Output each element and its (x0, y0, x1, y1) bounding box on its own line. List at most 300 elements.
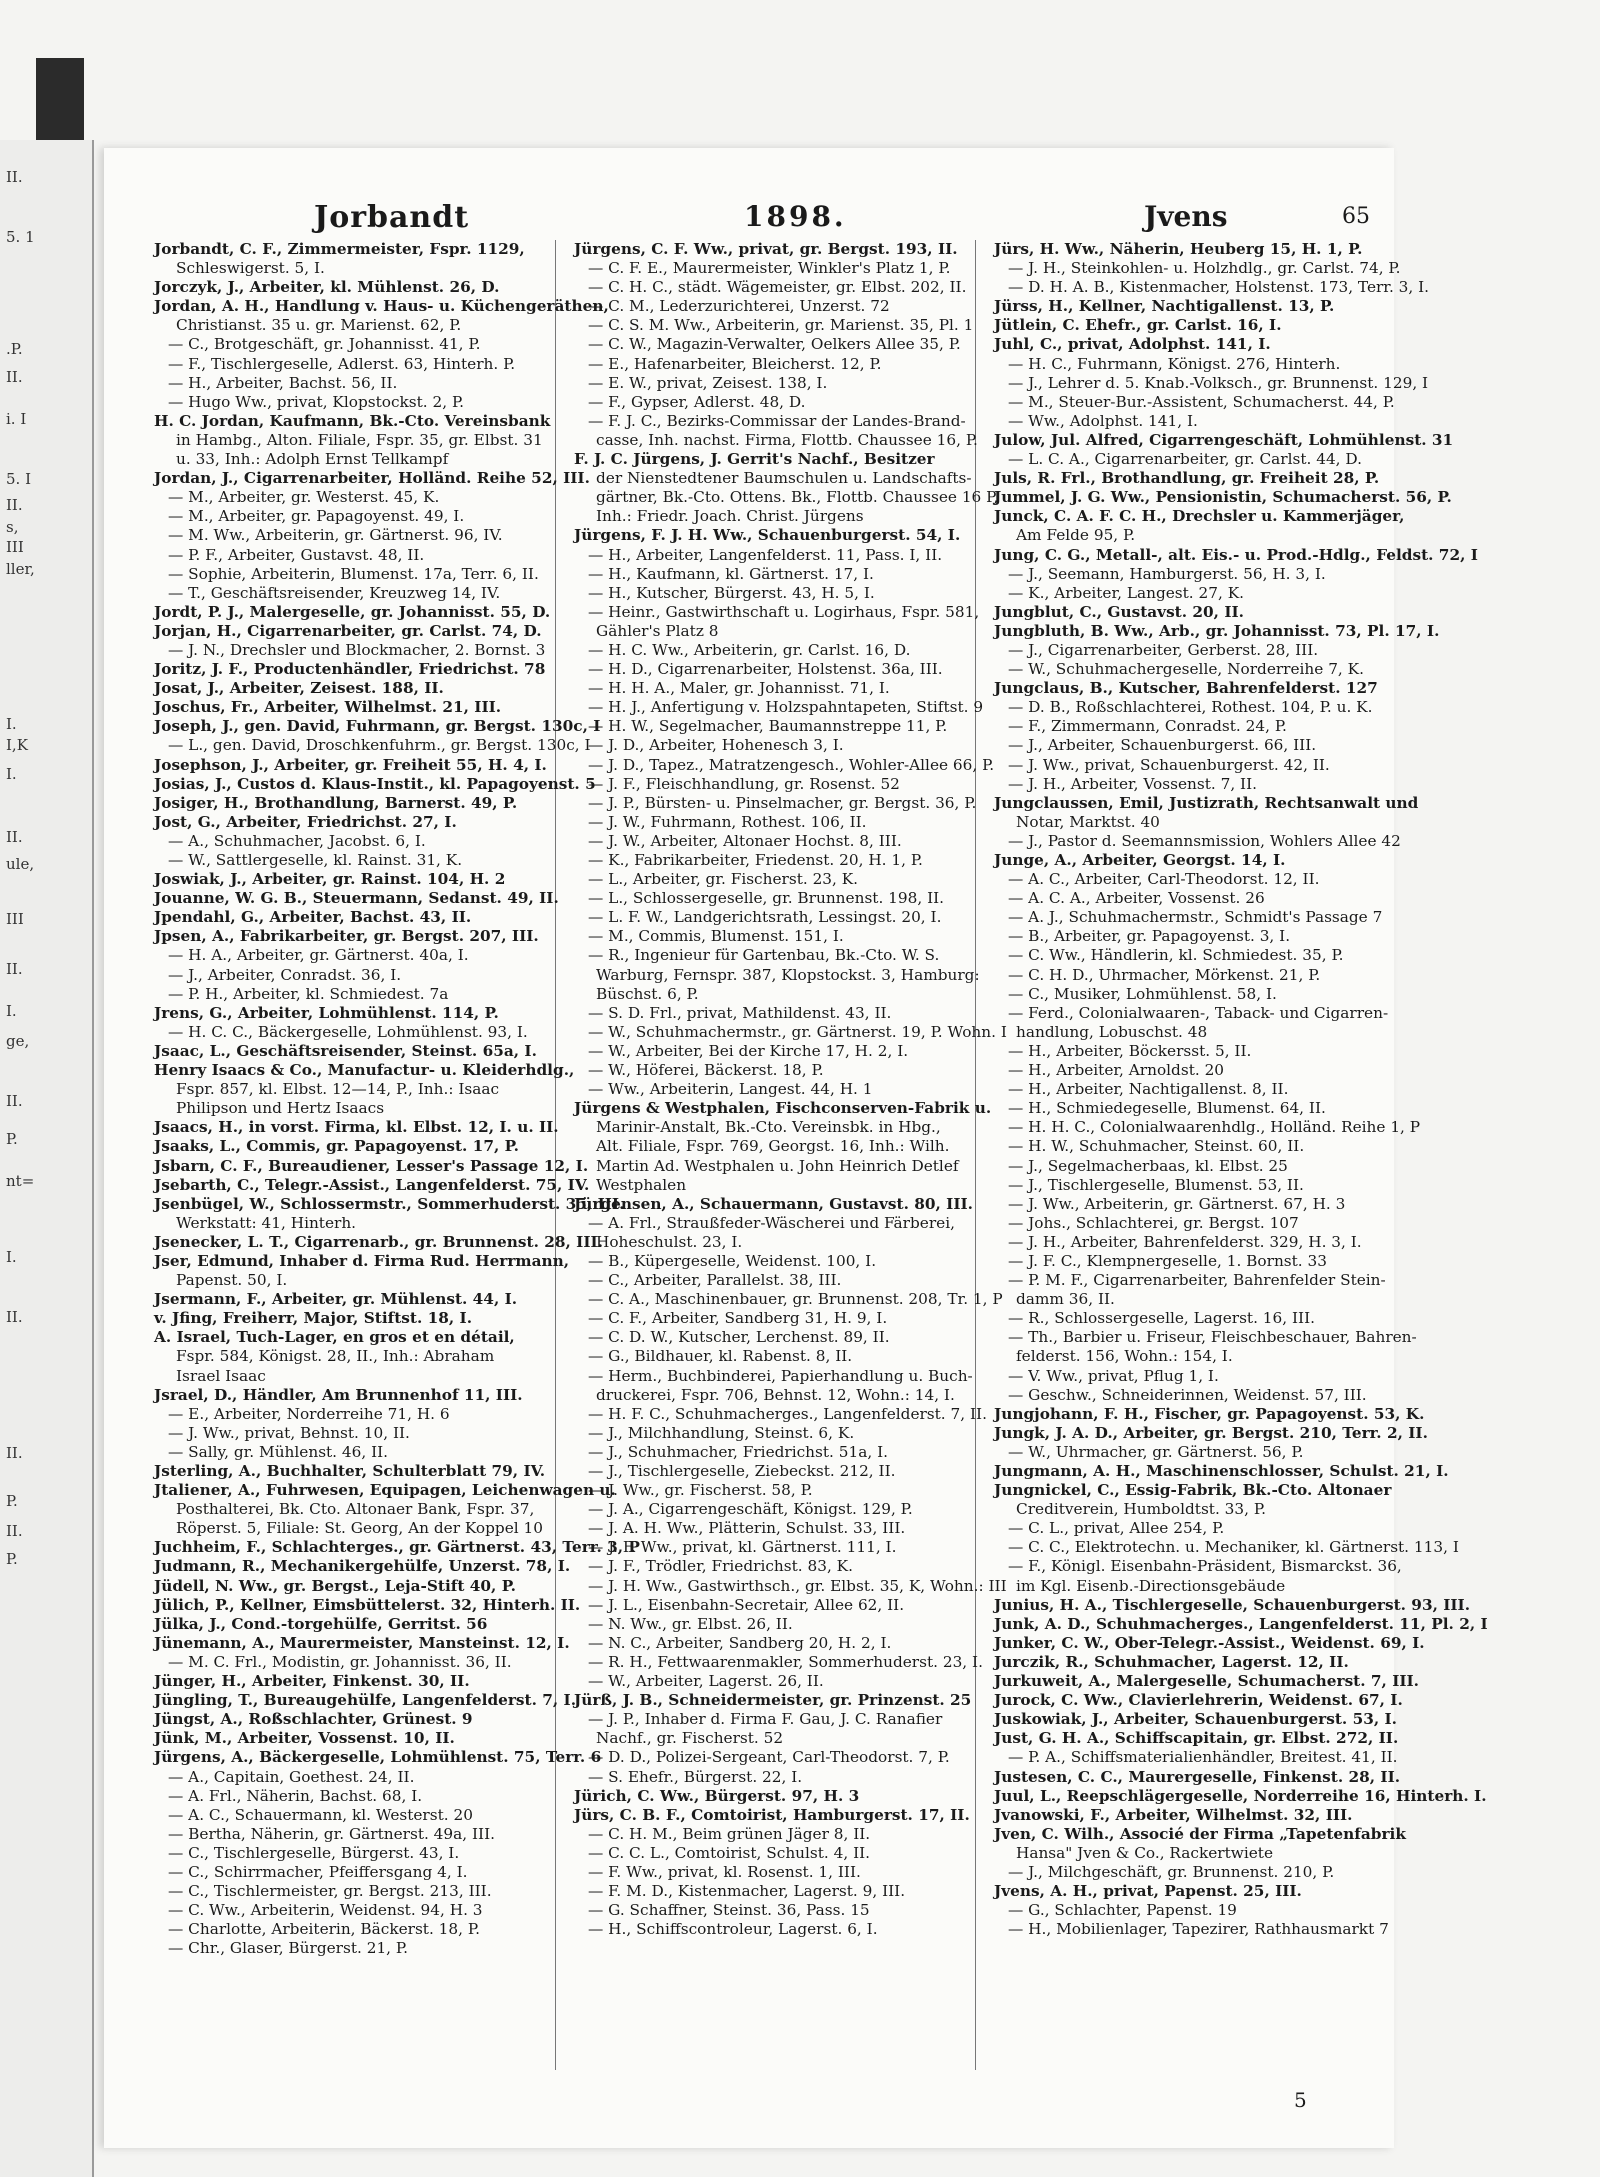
directory-entry: — P. H., Arbeiter, kl. Schmiedest. 7a (168, 984, 449, 1003)
directory-entry: — J. H. Ww., Gastwirthsch., gr. Elbst. 35, K, Wohn.: III (588, 1576, 1007, 1595)
directory-entry: der Nienstedtener Baumschulen u. Landschafts- (596, 469, 972, 488)
directory-entry: — M. C. Frl., Modistin, gr. Johannisst. 36, II. (168, 1652, 512, 1671)
directory-entry: — J. A., Cigarrengeschäft, Königst. 129, P. (588, 1500, 913, 1519)
directory-entry: — W., Höferei, Bäckerst. 18, P. (588, 1061, 824, 1080)
directory-entry: — V. Ww., privat, Pflug 1, I. (1008, 1366, 1219, 1385)
directory-entry: Jummel, J. G. Ww., Pensionistin, Schumacherst. 56, P. (994, 488, 1452, 507)
directory-entry: — E., Hafenarbeiter, Bleicherst. 12, P. (588, 354, 882, 373)
directory-entry: Judmann, R., Mechanikergehülfe, Unzerst. 78, I. (154, 1557, 571, 1576)
directory-entry: — C. F. E., Maurermeister, Winkler's Platz 1, P. (588, 259, 951, 278)
directory-entry: Juls, R. Frl., Brothandlung, gr. Freiheit 28, P. (994, 469, 1380, 488)
directory-entry: — J. F. C., Klempnergeselle, 1. Bornst. 33 (1008, 1251, 1327, 1270)
directory-entry: Junge, A., Arbeiter, Georgst. 14, I. (994, 851, 1286, 869)
facing-page-fragment: III (6, 910, 24, 928)
directory-entry: Jsbarn, C. F., Bureaudiener, Lesser's Passage 12, I. (154, 1156, 589, 1175)
directory-entry: Josephson, J., Arbeiter, gr. Freiheit 55, H. 4, I. (154, 755, 547, 774)
directory-entry: — H., Arbeiter, Nachtigallenst. 8, II. (1008, 1080, 1289, 1099)
facing-page-fragment: III (6, 538, 24, 556)
directory-entry: — W., Uhrmacher, gr. Gärtnerst. 56, P. (1008, 1442, 1304, 1461)
column-2 (574, 240, 1007, 2070)
directory-entry: Jorczyk, J., Arbeiter, kl. Mühlenst. 26, D. (154, 278, 500, 297)
directory-entry: — Geschw., Schneiderinnen, Weidenst. 57, III. (1008, 1385, 1367, 1404)
directory-entry: Christianst. 35 u. gr. Marienst. 62, P. (176, 316, 462, 335)
directory-entry: — H., Arbeiter, Böckersst. 5, II. (1008, 1041, 1252, 1060)
directory-entry: Westphalen (596, 1175, 687, 1194)
directory-entry: Jven, C. Wilh., Associé der Firma „Tapetenfabrik (994, 1824, 1406, 1843)
directory-entry: — J. Ww., Arbeiterin, gr. Gärtnerst. 67, H. 3 (1008, 1194, 1346, 1213)
directory-entry: — J. F., Fleischhandlung, gr. Rosenst. 52 (588, 774, 900, 793)
directory-entry: — H. H. A., Maler, gr. Johannisst. 71, I. (588, 679, 890, 698)
directory-entry: — F., Zimmermann, Conradst. 24, P. (1008, 717, 1287, 736)
directory-entry: — K., Arbeiter, Langest. 27, K. (1008, 583, 1245, 602)
directory-entry: Juul, L., Reepschlägergeselle, Norderreihe 16, Hinterh. I. (994, 1786, 1487, 1805)
directory-entry: Juhl, C., privat, Adolphst. 141, I. (994, 335, 1271, 354)
directory-entry: — J., Tischlergeselle, Blumenst. 53, II. (1008, 1175, 1304, 1194)
directory-entry: Jürgens, C. F. Ww., privat, gr. Bergst. 193, II. (574, 240, 958, 258)
directory-entry: — H., Arbeiter, Bachst. 56, II. (168, 373, 398, 392)
directory-entry: Jsenbügel, W., Schlossermstr., Sommerhuderst. 35, III. (154, 1194, 625, 1213)
directory-entry: Jpsen, A., Fabrikarbeiter, gr. Bergst. 207, III. (154, 927, 539, 946)
directory-entry: — C. L., privat, Allee 254, P. (1008, 1519, 1225, 1538)
directory-entry: — C. A., Maschinenbauer, gr. Brunnenst. 208, Tr. 1, P (588, 1290, 1003, 1309)
directory-entry: — J. W., Fuhrmann, Rothest. 106, II. (588, 812, 867, 831)
column-3 (994, 240, 1488, 1939)
header-right-catchword: Jvens (1144, 200, 1228, 233)
directory-entry: Jvens, A. H., privat, Papenst. 25, III. (994, 1882, 1302, 1901)
directory-entry: — J. Ww., gr. Fischerst. 58, P. (588, 1481, 813, 1500)
directory-entry: Joseph, J., gen. David, Fuhrmann, gr. Bergst. 130c, I (154, 717, 601, 736)
directory-entry: Werkstatt: 41, Hinterh. (176, 1213, 357, 1232)
directory-entry: Jüdell, N. Ww., gr. Bergst., Leja-Stift 40, P. (154, 1576, 516, 1595)
directory-entry: Jungnickel, C., Essig-Fabrik, Bk.-Cto. Altonaer (994, 1481, 1392, 1500)
directory-entry: — B., Arbeiter, gr. Papagoyenst. 3, I. (1008, 927, 1291, 946)
directory-entry: Jürs, H. Ww., Näherin, Heuberg 15, H. 1, P. (994, 240, 1363, 258)
facing-page-fragment: I. (6, 765, 17, 783)
directory-entry: — H. H. C., Colonialwaarenhdlg., Holländ. Reihe 1, P (1008, 1118, 1421, 1137)
directory-entry: Posthalterei, Bk. Cto. Altonaer Bank, Fspr. 37, (176, 1500, 535, 1519)
facing-page-fragment: II. (6, 1308, 23, 1326)
directory-entry: — C., Schirrmacher, Pfeiffersgang 4, I. (168, 1862, 468, 1881)
directory-entry: — D. H. A. B., Kistenmacher, Holstenst. 173, Terr. 3, I. (1008, 278, 1430, 297)
directory-entry: Just, G. H. A., Schiffscapitain, gr. Elbst. 272, II. (994, 1729, 1399, 1748)
directory-entry: — C., Tischlergeselle, Bürgerst. 43, I. (168, 1843, 460, 1862)
directory-entry: Jünk, M., Arbeiter, Vossenst. 10, II. (154, 1729, 455, 1748)
directory-entry: — J., Pastor d. Seemannsmission, Wohlers Allee 42 (1008, 831, 1401, 850)
left-page-edge (0, 140, 94, 2177)
directory-entry: Jungbluth, B. Ww., Arb., gr. Johannisst. 73, Pl. 17, I. (994, 621, 1440, 640)
directory-entry: — N. Ww., gr. Elbst. 26, II. (588, 1614, 793, 1633)
directory-entry: Jsaacs, H., in vorst. Firma, kl. Elbst. 12, I. u. II. (154, 1118, 559, 1137)
directory-entry: Jütlein, C. Ehefr., gr. Carlst. 16, I. (994, 316, 1282, 335)
directory-entry: Schleswigerst. 5, I. (176, 259, 325, 278)
directory-entry: Jurock, C. Ww., Clavierlehrerin, Weidenst. 67, I. (994, 1691, 1403, 1710)
directory-entry: — M., Steuer-Bur.-Assistent, Schumacherst. 44, P. (1008, 392, 1395, 411)
directory-entry: Jülka, J., Cond.-torgehülfe, Gerritst. 56 (154, 1614, 488, 1633)
directory-entry: Hoheschulst. 23, I. (596, 1232, 743, 1251)
directory-entry: — H. F. C., Schuhmacherges., Langenfelderst. 7, II. (588, 1404, 987, 1423)
directory-entry: — J. P., Inhaber d. Firma F. Gau, J. C. Ranafier (588, 1710, 943, 1729)
directory-entry: Röperst. 5, Filiale: St. Georg, An der Koppel 10 (176, 1519, 543, 1538)
directory-entry: — C., Arbeiter, Parallelst. 38, III. (588, 1271, 842, 1290)
directory-entry: Junker, C. W., Ober-Telegr.-Assist., Weidenst. 69, I. (994, 1633, 1425, 1652)
directory-entry: — S. Ehefr., Bürgerst. 22, I. (588, 1767, 803, 1786)
directory-entry: Jürgens, F. J. H. Ww., Schauenburgerst. 54, I. (574, 526, 961, 545)
directory-entry: Jser, Edmund, Inhaber d. Firma Rud. Herrmann, (154, 1251, 570, 1270)
directory-entry: — H. W., Schuhmacher, Steinst. 60, II. (1008, 1137, 1305, 1156)
directory-entry: handlung, Lobuschst. 48 (1016, 1022, 1208, 1041)
directory-entry: — M., Arbeiter, gr. Westerst. 45, K. (168, 488, 440, 507)
directory-entry: — A. C., Arbeiter, Carl-Theodorst. 12, II. (1008, 870, 1320, 889)
directory-entry: — F., Königl. Eisenbahn-Präsident, Bismarckst. 36, (1008, 1557, 1402, 1576)
directory-entry: Creditverein, Humboldtst. 33, P. (1016, 1500, 1266, 1519)
directory-entry: — Johs., Schlachterei, gr. Bergst. 107 (1008, 1213, 1299, 1232)
header-left-catchword: Jorbandt (314, 200, 470, 235)
directory-entry: — J., Segelmacherbaas, kl. Elbst. 25 (1008, 1156, 1288, 1175)
directory-entry: — A. J., Schuhmachermstr., Schmidt's Passage 7 (1008, 908, 1383, 927)
directory-entry: Juskowiak, J., Arbeiter, Schauenburgerst. 53, I. (994, 1710, 1397, 1729)
directory-entry: — J., Seemann, Hamburgerst. 56, H. 3, I. (1008, 564, 1326, 583)
directory-entry: — H. C. Ww., Arbeiterin, gr. Carlst. 16, D. (588, 640, 911, 659)
directory-entry: — R. H., Fettwaarenmakler, Sommerhuderst. 23, I. (588, 1652, 983, 1671)
directory-entry: — C. M., Lederzurichterei, Unzerst. 72 (588, 297, 890, 316)
directory-entry: — E. W., privat, Zeisest. 138, I. (588, 373, 828, 392)
directory-entry: — C. W., Magazin-Verwalter, Oelkers Allee 35, P. (588, 335, 961, 354)
directory-entry: — J. D., Arbeiter, Hohenesch 3, I. (588, 736, 844, 755)
directory-entry: A. Israel, Tuch-Lager, en gros et en détail, (154, 1328, 515, 1347)
directory-entry: Warburg, Fernspr. 387, Klopstockst. 3, Hamburg: (596, 965, 980, 984)
directory-entry: Jünger, H., Arbeiter, Finkenst. 30, II. (154, 1672, 470, 1691)
directory-entry: Jsermann, F., Arbeiter, gr. Mühlenst. 44, I. (154, 1290, 518, 1309)
directory-entry: — C. F., Arbeiter, Sandberg 31, H. 9, I. (588, 1309, 888, 1328)
directory-entry: — H., Schiffscontroleur, Lagerst. 6, I. (588, 1920, 878, 1939)
facing-page-fragment: P. (6, 1130, 18, 1148)
directory-entry: Jorbandt, C. F., Zimmermeister, Fspr. 1129, (154, 240, 525, 258)
directory-entry: Jtaliener, A., Fuhrwesen, Equipagen, Leichenwagen u. (154, 1481, 616, 1500)
directory-entry: — J., Milchgeschäft, gr. Brunnenst. 210, P. (1008, 1862, 1335, 1881)
directory-entry: — Th., Barbier u. Friseur, Fleischbeschauer, Bahren- (1008, 1328, 1417, 1347)
facing-page-fragment: II. (6, 1444, 23, 1462)
directory-entry: — C. H. D., Uhrmacher, Mörkenst. 21, P. (1008, 965, 1321, 984)
directory-entry: Fspr. 857, kl. Elbst. 12—14, P., Inh.: Isaac (176, 1080, 500, 1099)
directory-entry: — G. Schaffner, Steinst. 36, Pass. 15 (588, 1901, 870, 1920)
directory-entry: — W., Schuhmachergeselle, Norderreihe 7, K. (1008, 660, 1364, 679)
signature-mark: 5 (1294, 2088, 1307, 2112)
directory-entry: Notar, Marktst. 40 (1016, 812, 1160, 831)
directory-entry: — H. D., Cigarrenarbeiter, Holstenst. 36a, III. (588, 660, 943, 679)
directory-entry: — J., Lehrer d. 5. Knab.-Volksch., gr. Brunnenst. 129, I (1008, 373, 1429, 392)
directory-entry: — J., Arbeiter, Schauenburgerst. 66, III. (1008, 736, 1317, 755)
directory-entry: Martin Ad. Westphalen u. John Heinrich Detlef (596, 1156, 959, 1175)
directory-entry: felderst. 156, Wohn.: 154, I. (1016, 1347, 1233, 1366)
directory-entry: u. 33, Inh.: Adolph Ernst Tellkampf (176, 450, 449, 469)
directory-entry: — C. H. M., Beim grünen Jäger 8, II. (588, 1824, 871, 1843)
directory-entry: Junk, A. D., Schuhmacherges., Langenfelderst. 11, Pl. 2, I (994, 1614, 1488, 1633)
directory-entry: Jürgens & Westphalen, Fischconserven-Fabrik u. (574, 1099, 992, 1118)
facing-page-fragment: ule, (6, 855, 35, 873)
directory-entry: Jünemann, A., Maurermeister, Mansteinst. 12, I. (154, 1633, 570, 1652)
directory-entry: Gähler's Platz 8 (596, 621, 719, 640)
column-1 (154, 240, 640, 2070)
directory-entry: — J. N., Drechsler und Blockmacher, 2. Bornst. 3 (168, 640, 546, 659)
directory-entry: — J. A. H. Ww., Plätterin, Schulst. 33, III. (588, 1519, 906, 1538)
directory-entry: — C. C. L., Comtoirist, Schulst. 4, II. (588, 1843, 871, 1862)
directory-entry: — J., Arbeiter, Conradst. 36, I. (168, 965, 402, 984)
header-year: 1898. (744, 200, 847, 233)
directory-entry: Jvanowski, F., Arbeiter, Wilhelmst. 32, III. (994, 1805, 1353, 1824)
directory-entry: — S. D. Frl., privat, Mathildenst. 43, II. (588, 1003, 892, 1022)
directory-entry: Alt. Filiale, Fspr. 769, Georgst. 16, Inh.: Wilh. (596, 1137, 950, 1156)
directory-entry: — A. C. A., Arbeiter, Vossenst. 26 (1008, 889, 1265, 908)
directory-entry: Jürs, C. B. F., Comtoirist, Hamburgerst. 17, II. (574, 1805, 970, 1824)
directory-entry: Joritz, J. F., Productenhändler, Friedrichst. 78 (154, 660, 546, 679)
directory-entry: Jungclaussen, Emil, Justizrath, Rechtsanwalt und (994, 793, 1419, 812)
facing-page-fragment: P. (6, 1550, 18, 1568)
facing-page-fragment: 5. I (6, 470, 32, 488)
directory-entry: — F., Tischlergeselle, Adlerst. 63, Hinterh. P. (168, 354, 516, 373)
directory-entry: Justesen, C. C., Maurergeselle, Finkenst. 28, II. (994, 1767, 1401, 1786)
directory-entry: Marinir-Anstalt, Bk.-Cto. Vereinsbk. in Hbg., (596, 1118, 941, 1137)
directory-entry: — J. L., Eisenbahn-Secretair, Allee 62, II. (588, 1595, 905, 1614)
directory-entry: — H. C., Fuhrmann, Königst. 276, Hinterh. (1008, 354, 1341, 373)
directory-entry: — L., Schlossergeselle, gr. Brunnenst. 198, II. (588, 889, 945, 908)
directory-entry: Josias, J., Custos d. Klaus-Instit., kl. Papagoyenst. 5 (154, 774, 596, 793)
directory-entry: — W., Arbeiter, Bei der Kirche 17, H. 2, I. (588, 1041, 909, 1060)
directory-entry: — A., Capitain, Goethest. 24, II. (168, 1767, 415, 1786)
facing-page-fragment: II. (6, 1092, 23, 1110)
directory-entry: — Ww., Adolphst. 141, I. (1008, 411, 1198, 430)
directory-entry: — H., Schmiedegeselle, Blumenst. 64, II. (1008, 1099, 1326, 1118)
directory-entry: — Sally, gr. Mühlenst. 46, II. (168, 1442, 389, 1461)
directory-entry: — F. Ww., privat, kl. Rosenst. 1, III. (588, 1862, 861, 1881)
directory-entry: — J., Cigarrenarbeiter, Gerberst. 28, III. (1008, 640, 1319, 659)
facing-page-fragment: II. (6, 496, 23, 514)
directory-entry: Jungk, J. A. D., Arbeiter, gr. Bergst. 210, Terr. 2, II. (994, 1423, 1428, 1442)
directory-entry: — J. P., Bürsten- u. Pinselmacher, gr. Bergst. 36, P. (588, 793, 977, 812)
directory-entry: Joschus, Fr., Arbeiter, Wilhelmst. 21, III. (154, 698, 502, 717)
directory-entry: — B., Küpergeselle, Weidenst. 100, I. (588, 1251, 877, 1270)
directory-entry: — J. F., Trödler, Friedrichst. 83, K. (588, 1557, 853, 1576)
directory-entry: — N. C., Arbeiter, Sandberg 20, H. 2, I. (588, 1633, 892, 1652)
directory-entry: — H., Arbeiter, Arnoldst. 20 (1008, 1061, 1225, 1080)
directory-entry: Junck, C. A. F. C. H., Drechsler u. Kammerjäger, (994, 507, 1405, 526)
directory-entry: Joswiak, J., Arbeiter, gr. Rainst. 104, H. 2 (154, 870, 506, 889)
directory-entry: — J. Ww., privat, Behnst. 10, II. (168, 1423, 410, 1442)
directory-entry: — F. M. D., Kistenmacher, Lagerst. 9, III. (588, 1882, 906, 1901)
directory-entry: — J., Milchhandlung, Steinst. 6, K. (588, 1423, 855, 1442)
directory-entry: — Ferd., Colonialwaaren-, Taback- und Cigarren- (1008, 1003, 1389, 1022)
page-number: 65 (1342, 204, 1370, 229)
directory-entry: — E., Arbeiter, Norderreihe 71, H. 6 (168, 1404, 450, 1423)
directory-entry: — A. Frl., Näherin, Bachst. 68, I. (168, 1786, 423, 1805)
directory-entry: — L. C. A., Cigarrenarbeiter, gr. Carlst. 44, D. (1008, 450, 1362, 469)
facing-page-fragment: i. I (6, 410, 27, 428)
directory-entry: — A. C., Schauermann, kl. Westerst. 20 (168, 1805, 473, 1824)
directory-entry: — L., Arbeiter, gr. Fischerst. 23, K. (588, 870, 859, 889)
directory-entry: Jungblut, C., Gustavst. 20, II. (994, 602, 1244, 621)
directory-entry: — P. M. F., Cigarrenarbeiter, Bahrenfelder Stein- (1008, 1271, 1386, 1290)
facing-page-fragment: .P. (6, 340, 23, 358)
facing-page-fragment: ller, (6, 560, 35, 578)
directory-entry: — P. F., Arbeiter, Gustavst. 48, II. (168, 545, 425, 564)
directory-entry: v. Jfing, Freiherr, Major, Stiftst. 18, I. (154, 1309, 473, 1328)
directory-entry: — R., Ingenieur für Gartenbau, Bk.-Cto. W. S. (588, 946, 940, 965)
directory-entry: Jürgensen, A., Schauermann, Gustavst. 80, III. (574, 1194, 973, 1213)
directory-entry: Jüngst, A., Roßschlachter, Grünest. 9 (154, 1710, 473, 1729)
directory-entry: — Ww., Arbeiterin, Langest. 44, H. 1 (588, 1080, 873, 1099)
directory-entry: — A., Schuhmacher, Jacobst. 6, I. (168, 831, 426, 850)
directory-page (104, 148, 1488, 2148)
directory-entry: Jungmann, A. H., Maschinenschlosser, Schulst. 21, I. (994, 1462, 1449, 1480)
directory-entry: — H. J., Anfertigung v. Holzspahntapeten, Stiftst. 9 (588, 698, 984, 717)
facing-page-fragment: nt= (6, 1172, 35, 1190)
directory-entry: — J. H., Arbeiter, Bahrenfelderst. 329, H. 3, I. (1008, 1232, 1362, 1251)
facing-page-fragment: II. (6, 368, 23, 386)
directory-entry: — P. A., Schiffsmaterialienhändler, Breitest. 41, II. (1008, 1748, 1398, 1767)
directory-entry: Jordan, A. H., Handlung v. Haus- u. Küchengeräthen, (154, 297, 609, 316)
directory-entry: Josiger, H., Brothandlung, Barnerst. 49, P. (154, 793, 518, 812)
directory-entry: Henry Isaacs & Co., Manufactur- u. Kleiderhdlg., (154, 1061, 575, 1080)
directory-entry: — C. S. M. Ww., Arbeiterin, gr. Marienst. 35, Pl. 1 (588, 316, 974, 335)
directory-entry: Büschst. 6, P. (596, 984, 699, 1003)
directory-entry: Jülich, P., Kellner, Eimsbüttelerst. 32, Hinterh. II. (154, 1595, 581, 1614)
directory-entry: Hansa" Jven & Co., Rackertwiete (1016, 1843, 1274, 1862)
directory-entry: — J. W., Arbeiter, Altonaer Hochst. 8, III. (588, 831, 902, 850)
directory-entry: Juchheim, F., Schlachterges., gr. Gärtnerst. 43, Terr. 3, P (154, 1538, 640, 1557)
directory-entry: Inh.: Friedr. Joach. Christ. Jürgens (596, 507, 864, 526)
directory-entry: — Sophie, Arbeiterin, Blumenst. 17a, Terr. 6, II. (168, 564, 539, 583)
directory-entry: in Hambg., Alton. Filiale, Fspr. 35, gr. Elbst. 31 (176, 430, 543, 449)
directory-entry: — Chr., Glaser, Bürgerst. 21, P. (168, 1939, 408, 1958)
directory-entry: — J., Tischlergeselle, Ziebeckst. 212, II. (588, 1462, 896, 1480)
directory-entry: — C., Musiker, Lohmühlenst. 58, I. (1008, 984, 1277, 1003)
directory-entry: — C. D. W., Kutscher, Lerchenst. 89, II. (588, 1328, 890, 1347)
directory-entry: — H. A., Arbeiter, gr. Gärtnerst. 40a, I. (168, 946, 469, 965)
directory-entry: Jorjan, H., Cigarrenarbeiter, gr. Carlst. 74, D. (154, 621, 542, 640)
directory-entry: — C. C., Elektrotechn. u. Mechaniker, kl. Gärtnerst. 113, I (1008, 1538, 1459, 1557)
directory-entry: Jsebarth, C., Telegr.-Assist., Langenfelderst. 75, IV. (154, 1175, 590, 1194)
directory-entry: — Bertha, Näherin, gr. Gärtnerst. 49a, III. (168, 1824, 495, 1843)
directory-entry: — Heinr., Gastwirthschaft u. Logirhaus, Fspr. 581, (588, 602, 980, 621)
directory-entry: Jost, G., Arbeiter, Friedrichst. 27, I. (154, 812, 457, 831)
directory-entry: — T., Geschäftsreisender, Kreuzweg 14, IV. (168, 583, 501, 602)
directory-entry: — L., gen. David, Droschkenfuhrm., gr. Bergst. 130c, I (168, 736, 591, 755)
directory-entry: Nachf., gr. Fischerst. 52 (596, 1729, 784, 1748)
directory-entry: F. J. C. Jürgens, J. Gerrit's Nachf., Besitzer (574, 450, 935, 469)
facing-page-fragment: I. (6, 1248, 17, 1266)
facing-page-fragment: II. (6, 960, 23, 978)
directory-entry: Jpendahl, G., Arbeiter, Bachst. 43, II. (154, 908, 472, 927)
directory-entry: — H., Mobilienlager, Tapezirer, Rathhausmarkt 7 (1008, 1920, 1389, 1939)
directory-entry: — D. B., Roßschlachterei, Rothest. 104, P. u. K. (1008, 698, 1373, 717)
directory-entry: — J. H., Arbeiter, Vossenst. 7, II. (1008, 774, 1257, 793)
directory-entry: — J. D., Tapez., Matratzengesch., Wohler-Allee 66, P. (588, 755, 995, 774)
directory-entry: — G., Bildhauer, kl. Rabenst. 8, II. (588, 1347, 853, 1366)
facing-page-fragment: II. (6, 168, 23, 186)
directory-entry: — J. Ww., privat, Schauenburgerst. 42, II. (1008, 755, 1330, 774)
facing-page-fragment: I,K (6, 736, 28, 754)
directory-entry: Jsaac, L., Geschäftsreisender, Steinst. 65a, I. (154, 1041, 537, 1060)
directory-entry: — Charlotte, Arbeiterin, Bäckerst. 18, P. (168, 1920, 480, 1939)
directory-entry: Junius, H. A., Tischlergeselle, Schauenburgerst. 93, III. (994, 1595, 1471, 1614)
directory-entry: Jung, C. G., Metall-, alt. Eis.- u. Prod.-Hdlg., Feldst. 72, I (994, 545, 1478, 564)
directory-entry: — C. Ww., Arbeiterin, Weidenst. 94, H. 3 (168, 1901, 483, 1920)
directory-entry: Jrens, G., Arbeiter, Lohmühlenst. 114, P. (154, 1003, 499, 1022)
directory-entry: Israel Isaac (176, 1366, 266, 1385)
directory-entry: — G., Schlachter, Papenst. 19 (1008, 1901, 1237, 1920)
directory-entry: druckerei, Fspr. 706, Behnst. 12, Wohn.: 14, I. (596, 1385, 955, 1404)
directory-entry: Jungjohann, F. H., Fischer, gr. Papagoyenst. 53, K. (994, 1404, 1425, 1423)
directory-entry: im Kgl. Eisenb.-Directionsgebäude (1016, 1576, 1286, 1595)
directory-entry: Julow, Jul. Alfred, Cigarrengeschäft, Lohmühlenst. 31 (994, 430, 1454, 449)
directory-entry: Philipson und Hertz Isaacs (176, 1099, 385, 1118)
page-header (104, 196, 1394, 236)
directory-entry: damm 36, II. (1016, 1290, 1115, 1309)
directory-entry: gärtner, Bk.-Cto. Ottens. Bk., Flottb. Chaussee 16 P, (596, 488, 999, 507)
directory-entry: — C. Ww., Händlerin, kl. Schmiedest. 35, P. (1008, 946, 1344, 965)
facing-page-fragment: I. (6, 715, 17, 733)
directory-entry: — C., Brotgeschäft, gr. Johannisst. 41, P. (168, 335, 481, 354)
facing-page-fragment: ge, (6, 1032, 30, 1050)
directory-entry: Jsenecker, L. T., Cigarrenarb., gr. Brunnenst. 28, III. (154, 1232, 603, 1251)
directory-entry: — C., Tischlermeister, gr. Bergst. 213, III. (168, 1882, 492, 1901)
directory-entry: Jsrael, D., Händler, Am Brunnenhof 11, III. (154, 1385, 523, 1404)
directory-entry: — K., Fabrikarbeiter, Friedenst. 20, H. 1, P. (588, 851, 923, 869)
directory-entry: — L. F. W., Landgerichtsrath, Lessingst. 20, I. (588, 908, 942, 927)
directory-entry: — M., Arbeiter, gr. Papagoyenst. 49, I. (168, 507, 465, 526)
directory-entry: Jouanne, W. G. B., Steuermann, Sedanst. 49, II. (154, 889, 559, 908)
directory-entry: Jürgens, A., Bäckergeselle, Lohmühlenst. 75, Terr. 6 (154, 1748, 602, 1767)
directory-entry: — J. F. Ww., privat, kl. Gärtnerst. 111, I. (588, 1538, 897, 1557)
directory-entry: — H. C. C., Bäckergeselle, Lohmühlenst. 93, I. (168, 1022, 528, 1041)
directory-entry: Jürß, J. B., Schneidermeister, gr. Prinzenst. 25 (574, 1691, 972, 1710)
directory-entry: — H., Arbeiter, Langenfelderst. 11, Pass. I, II. (588, 545, 943, 564)
directory-entry: — M. Ww., Arbeiterin, gr. Gärtnerst. 96, IV. (168, 526, 503, 545)
directory-entry: — Hugo Ww., privat, Klopstockst. 2, P. (168, 392, 465, 411)
directory-entry: — J., Schuhmacher, Friedrichst. 51a, I. (588, 1442, 888, 1461)
directory-entry: Am Felde 95, P. (1016, 526, 1136, 545)
directory-entry: — H., Kaufmann, kl. Gärtnerst. 17, I. (588, 564, 874, 583)
directory-entry: Jsterling, A., Buchhalter, Schulterblatt 79, IV. (154, 1462, 546, 1480)
directory-entry: — R., Schlossergeselle, Lagerst. 16, III. (1008, 1309, 1315, 1328)
directory-entry: Jordan, J., Cigarrenarbeiter, Holländ. Reihe 52, III. (154, 469, 590, 488)
directory-entry: — M., Commis, Blumenst. 151, I. (588, 927, 844, 946)
directory-entry: Jürss, H., Kellner, Nachtigallenst. 13, P. (994, 297, 1335, 316)
directory-entry: — D. D., Polizei-Sergeant, Carl-Theodorst. 7, P. (588, 1748, 950, 1767)
directory-entry: Jungclaus, B., Kutscher, Bahrenfelderst. 127 (994, 679, 1378, 698)
directory-entry: Fspr. 584, Königst. 28, II., Inh.: Abraham (176, 1347, 495, 1366)
facing-page-fragment: I. (6, 1002, 17, 1020)
directory-entry: — Herm., Buchbinderei, Papierhandlung u. Buch- (588, 1366, 973, 1385)
directory-entry: Jurkuweit, A., Malergeselle, Schumacherst. 7, III. (994, 1672, 1419, 1691)
directory-entry: — W., Sattlergeselle, kl. Rainst. 31, K. (168, 851, 463, 869)
directory-entry: — F., Gypser, Adlerst. 48, D. (588, 392, 806, 411)
directory-entry: — H., Kutscher, Bürgerst. 43, H. 5, I. (588, 583, 875, 602)
facing-page-fragment: II. (6, 1522, 23, 1540)
directory-entry: H. C. Jordan, Kaufmann, Bk.-Cto. Vereinsbank (154, 411, 551, 430)
directory-entry: — F. J. C., Bezirks-Commissar der Landes-Brand- (588, 411, 966, 430)
facing-page-fragment: s, (6, 518, 19, 536)
directory-entry: Josat, J., Arbeiter, Zeisest. 188, II. (154, 679, 444, 698)
directory-entry: Jsaaks, L., Commis, gr. Papagoyenst. 17, P. (154, 1137, 519, 1156)
directory-entry: — C. H. C., städt. Wägemeister, gr. Elbst. 202, II. (588, 278, 967, 297)
directory-entry: — H. W., Segelmacher, Baumannstreppe 11, P. (588, 717, 948, 736)
directory-entry: casse, Inh. nachst. Firma, Flottb. Chaussee 16, P. (596, 430, 978, 449)
directory-entry: Papenst. 50, I. (176, 1271, 288, 1290)
directory-entry: — W., Arbeiter, Lagerst. 26, II. (588, 1672, 824, 1691)
facing-page-fragment: P. (6, 1492, 18, 1510)
directory-entry: Jüngling, T., Bureaugehülfe, Langenfelderst. 7, I. (154, 1691, 577, 1710)
directory-entry: Jurczik, R., Schuhmacher, Lagerst. 12, II. (994, 1652, 1349, 1671)
